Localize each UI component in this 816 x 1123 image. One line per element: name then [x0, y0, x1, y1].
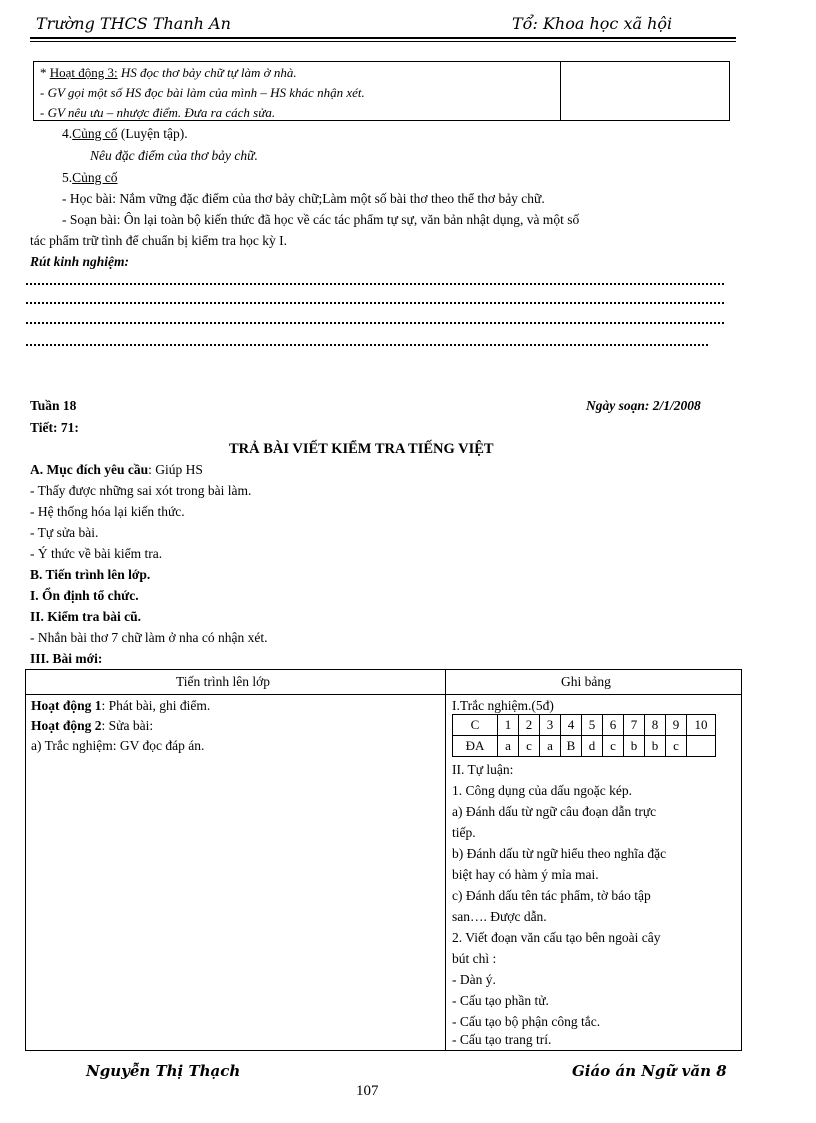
grid-cell: c: [519, 736, 540, 757]
activity-line-1: [40, 65, 297, 81]
bullet: *: [40, 65, 50, 80]
answer-grid: [452, 714, 716, 757]
grid-cell: 1: [498, 715, 519, 736]
left-column-header: Tiến trình lên lớp: [176, 674, 271, 689]
lesson-table: [25, 669, 742, 1051]
step-1: I. Ổn định tổ chức.: [30, 588, 139, 603]
period-label: Tiết: 71:: [30, 420, 79, 435]
dotted-line: [26, 302, 724, 304]
date-label: Ngày soạn: 2/1/2008: [586, 398, 701, 413]
heading-label: Củng cố: [72, 126, 118, 141]
activity-1: [31, 698, 210, 714]
heading-label: Củng cố: [72, 170, 118, 185]
consolidation-heading: [62, 126, 188, 142]
homework-line-1: - Học bài: Nắm vững đặc điểm của thơ bảy chữ;Làm một số bài thơ theo thể thơ bảy chữ.: [62, 191, 545, 206]
essay-line: - Dàn ý.: [452, 972, 496, 987]
grid-cell: C: [453, 715, 498, 736]
essay-line: 1. Công dụng của dấu ngoặc kép.: [452, 783, 632, 798]
essay-line: a) Đánh dấu từ ngữ câu đoạn dẫn trực: [452, 804, 657, 819]
homework-line-3: tác phẩm trữ tình để chuẩn bị kiểm tra học kỳ I.: [30, 233, 287, 248]
grid-cell: c: [603, 736, 624, 757]
department-name: Tổ: Khoa học xã hội: [512, 14, 673, 33]
question-row: [453, 715, 716, 736]
essay-line: b) Đánh dấu từ ngữ hiểu theo nghĩa đặc: [452, 846, 667, 861]
essay-line: san…. Được dẫn.: [452, 909, 547, 924]
heading-rest: (Luyện tập).: [117, 126, 188, 141]
essay-line: tiếp.: [452, 825, 476, 840]
step-2: II. Kiểm tra bài cũ.: [30, 609, 141, 624]
author-name: Nguyễn Thị Thạch: [86, 1062, 241, 1080]
grid-cell: 9: [666, 715, 687, 736]
progress-heading: B. Tiến trình lên lớp.: [30, 567, 151, 582]
activity-text: : Sửa bài:: [101, 718, 154, 733]
activity-table: [33, 61, 730, 121]
grid-cell: b: [645, 736, 666, 757]
aim-heading: [30, 462, 203, 478]
activity-2a: a) Trắc nghiệm: GV đọc đáp án.: [31, 738, 205, 753]
grid-cell: 10: [687, 715, 716, 736]
aim-rest: : Giúp HS: [148, 462, 203, 477]
dotted-line: [26, 344, 708, 346]
essay-line: bút chì :: [452, 951, 497, 966]
dotted-line: [26, 322, 724, 324]
grid-cell: [687, 736, 716, 757]
right-column-header: Ghi bảng: [561, 674, 611, 689]
grid-cell: ĐA: [453, 736, 498, 757]
dotted-line: [26, 283, 724, 285]
homework-heading: [62, 170, 118, 186]
homework-line-2: - Soạn bài: Ôn lại toàn bộ kiến thức đã học về các tác phẩm tự sự, văn bản nhật dụng, và một số: [62, 212, 580, 227]
essay-line: c) Đánh dấu tên tác phẩm, tờ báo tập: [452, 888, 651, 903]
essay-line: 2. Viết đoạn văn cấu tạo bên ngoài cây: [452, 930, 661, 945]
grid-cell: d: [582, 736, 603, 757]
activity-label: Hoạt động 2: [31, 718, 102, 733]
lesson-title: TRẢ BÀI VIẾT KIỂM TRA TIẾNG VIỆT: [229, 441, 494, 457]
consolidation-text: Nêu đặc điểm của thơ bảy chữ.: [90, 148, 258, 163]
activity-text: : Phát bài, ghi điểm.: [101, 698, 211, 713]
essay-line: - Cấu tạo bộ phận công tắc.: [452, 1014, 601, 1029]
header-divider: [26, 694, 741, 695]
activity-line-2: - GV gọi một số HS đọc bài làm của mình – HS khác nhận xét.: [40, 85, 365, 100]
aim-item: - Thấy được những sai xót trong bài làm.: [30, 483, 252, 498]
header-rule-thin: [30, 41, 736, 42]
page-number: 107: [356, 1083, 379, 1099]
grid-cell: 8: [645, 715, 666, 736]
aim-label: A. Mục đích yêu cầu: [30, 462, 149, 477]
week-label: Tuần 18: [30, 398, 77, 413]
aim-item: - Ý thức về bài kiểm tra.: [30, 546, 163, 561]
step-3: III. Bài mới:: [30, 651, 103, 666]
heading-number: 4.: [62, 126, 73, 141]
experience-label: Rút kinh nghiệm:: [30, 254, 130, 269]
grid-cell: 4: [561, 715, 582, 736]
table-divider: [560, 62, 561, 120]
grid-cell: c: [666, 736, 687, 757]
essay-line: - Cấu tạo phần tử.: [452, 993, 549, 1008]
subject-name: Giáo án Ngữ văn 8: [572, 1062, 727, 1080]
part-2-heading: II. Tự luận:: [452, 762, 514, 777]
activity-label: Hoạt động 1: [31, 698, 102, 713]
grid-cell: 2: [519, 715, 540, 736]
grid-cell: a: [498, 736, 519, 757]
grid-cell: 3: [540, 715, 561, 736]
part-1-heading: I.Trắc nghiệm.(5đ): [452, 698, 554, 713]
activity-line-3: - GV nêu ưu – nhược điểm. Đưa ra cách sửa.: [40, 105, 276, 120]
grid-cell: B: [561, 736, 582, 757]
aim-item: - Hệ thống hóa lại kiến thức.: [30, 504, 185, 519]
header-rule: [30, 37, 736, 39]
grid-cell: b: [624, 736, 645, 757]
essay-line: biệt hay có hàm ý mỉa mai.: [452, 867, 599, 882]
grid-cell: a: [540, 736, 561, 757]
essay-line: - Cấu tạo trang trí.: [452, 1032, 552, 1047]
column-divider: [445, 670, 446, 1050]
activity-2: [31, 718, 153, 734]
school-name: Trường THCS Thanh An: [36, 14, 231, 33]
answer-row: [453, 736, 716, 757]
heading-number: 5.: [62, 170, 73, 185]
activity-label: Hoạt động 3:: [49, 65, 118, 80]
step-2-text: - Nhắn bài thơ 7 chữ làm ở nha có nhận xét.: [30, 630, 268, 645]
grid-cell: 6: [603, 715, 624, 736]
activity-text: HS đọc thơ bảy chữ tự làm ở nhà.: [117, 65, 297, 80]
grid-cell: 7: [624, 715, 645, 736]
grid-cell: 5: [582, 715, 603, 736]
aim-item: - Tự sửa bài.: [30, 525, 99, 540]
